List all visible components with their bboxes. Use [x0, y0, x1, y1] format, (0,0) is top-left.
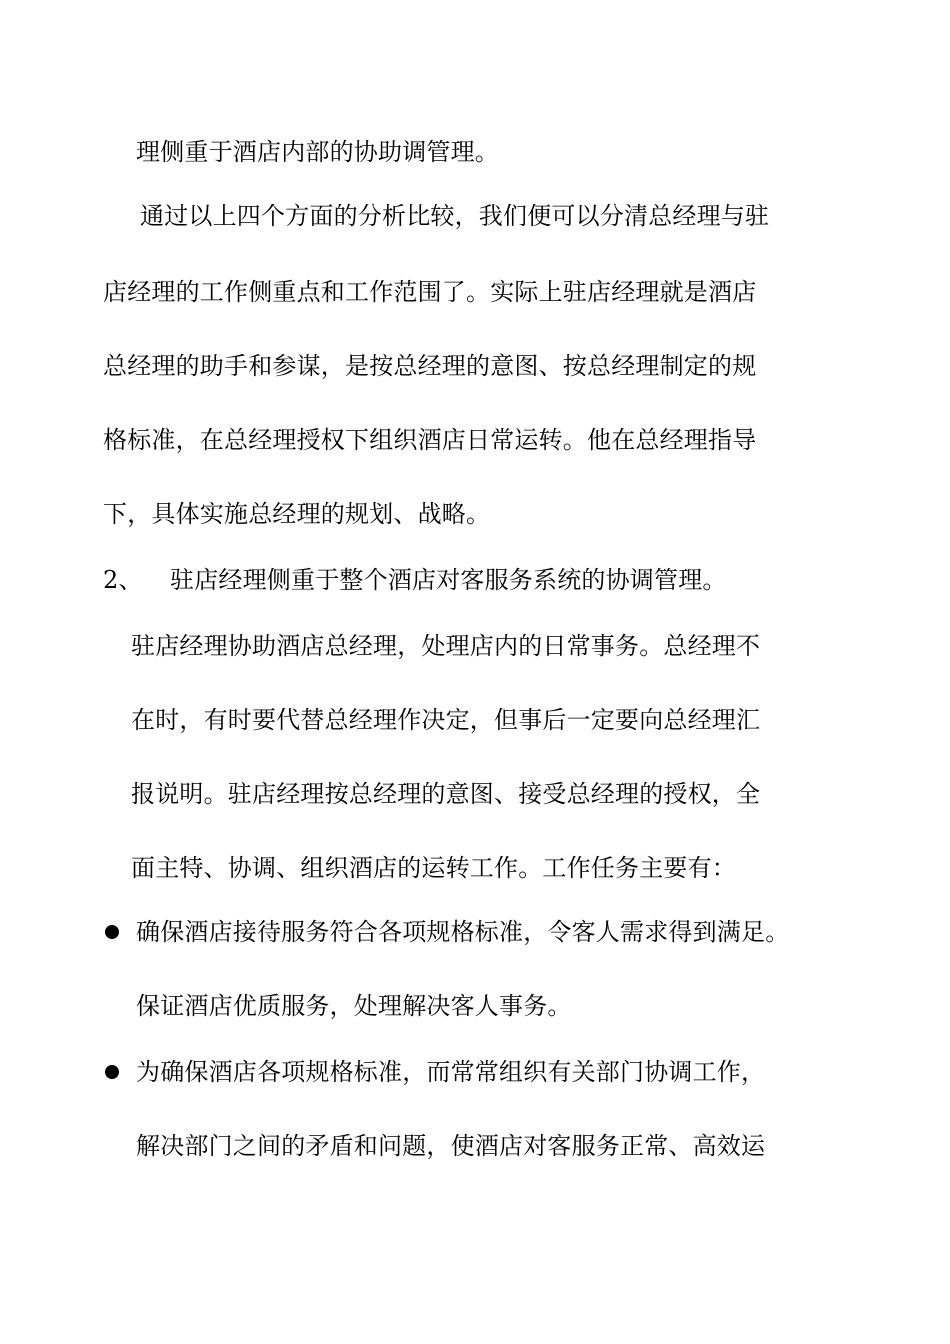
bullet-item-line: 保证酒店优质服务，处理解决客人事务。: [136, 992, 572, 1020]
bullet-dot-icon: [105, 925, 119, 939]
bullet-dot-icon: [105, 1065, 119, 1079]
paragraph-line: 通过以上四个方面的分析比较，我们便可以分清总经理与驻: [140, 202, 770, 230]
bullet-item-line: 确保酒店接待服务符合各项规格标准，令客人需求得到满足。: [136, 918, 790, 946]
bullet-item-line: 解决部门之间的矛盾和问题，使酒店对客服务正常、高效运: [136, 1132, 766, 1160]
section-line: 在时，有时要代替总经理作决定，但事后一定要向总经理汇: [131, 706, 761, 734]
section-heading: 驻店经理侧重于整个酒店对客服务系统的协调管理。: [170, 566, 727, 594]
paragraph-line: 总经理的助手和参谋，是按总经理的意图、按总经理制定的规: [103, 352, 757, 380]
paragraph-line: 店经理的工作侧重点和工作范围了。实际上驻店经理就是酒店: [103, 278, 757, 306]
paragraph-line: 理侧重于酒店内部的协助调管理。: [136, 138, 499, 166]
bullet-item-line: 为确保酒店各项规格标准，而常常组织有关部门协调工作，: [136, 1058, 766, 1086]
section-line: 报说明。驻店经理按总经理的意图、接受总经理的授权，全: [131, 780, 761, 808]
section-line: 面主特、协调、组织酒店的运转工作。工作任务主要有：: [131, 854, 736, 882]
section-number: 2、: [103, 566, 143, 594]
paragraph-line: 下，具体实施总经理的规划、战略。: [103, 500, 491, 528]
section-line: 驻店经理协助酒店总经理，处理店内的日常事务。总经理不: [131, 632, 761, 660]
paragraph-line: 格标准，在总经理授权下组织酒店日常运转。他在总经理指导: [103, 426, 757, 454]
